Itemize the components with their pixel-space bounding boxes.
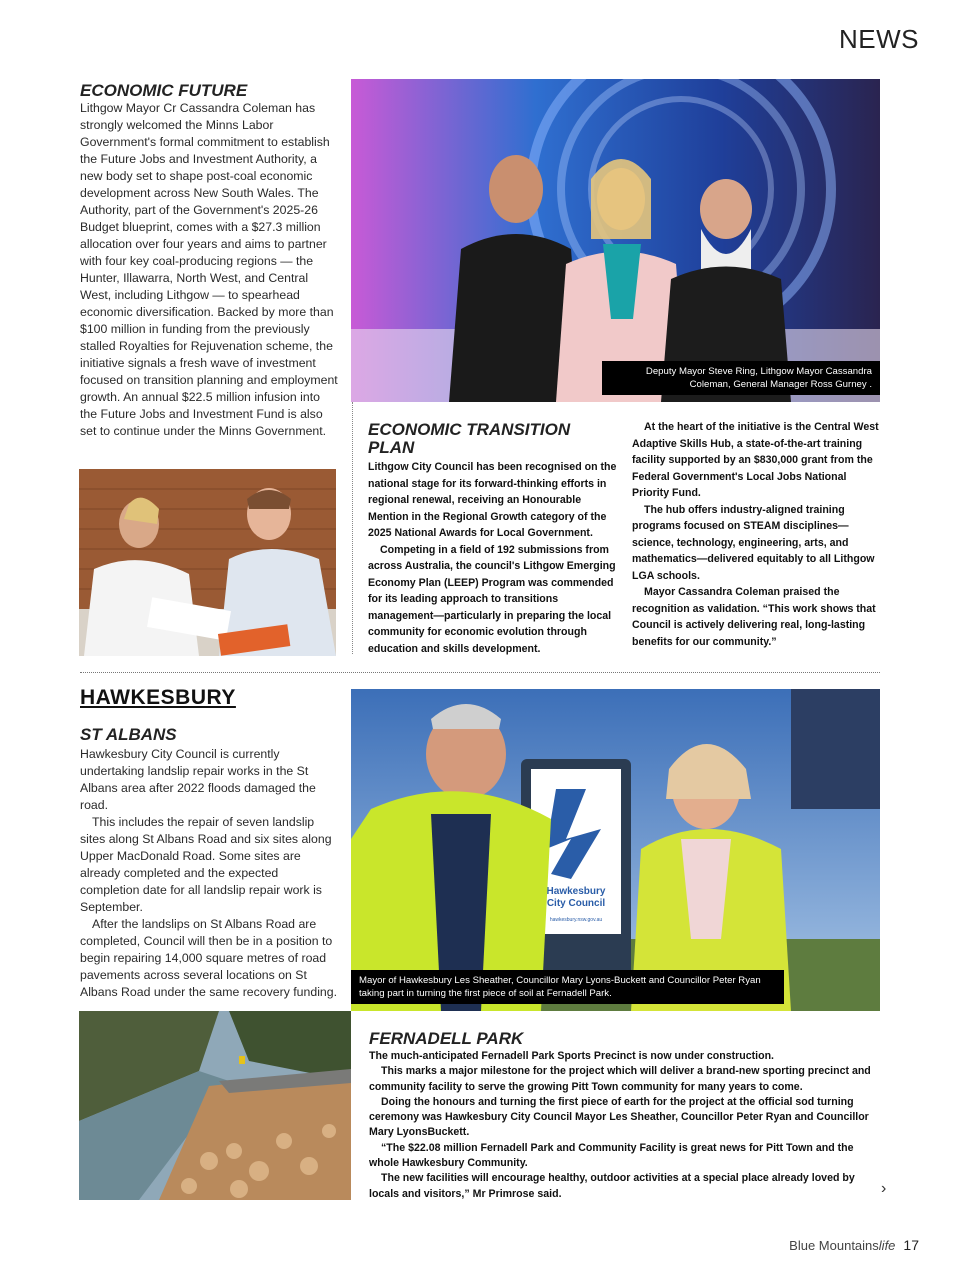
section-divider: [80, 672, 880, 673]
fernadell-park-article: [369, 1030, 880, 1202]
sign-line-1: Hawkesbury: [546, 886, 606, 897]
landslip-repair-illustration: [79, 1011, 351, 1200]
page-footer: [789, 1237, 919, 1253]
fernadell-p2: This marks a major milestone for the project which will deliver a brand-new sporting precinct and community facility to serve the growing Pitt Town community for many years to come.: [369, 1065, 871, 1093]
transition-plan-p4: The hub offers industry-aligned training programs focused on STEAM disciplines—science, technology, engineering, arts, and mathematics—delivered equitably to all Lithgow LGA schools.: [632, 503, 875, 582]
magazine-name-suffix: life: [878, 1238, 896, 1253]
lithgow-photo-caption: Deputy Mayor Steve Ring, Lithgow Mayor Cassandra Coleman, General Manager Ross Gurney .: [602, 361, 880, 395]
st-albans-p3: After the landslips on St Albans Road are completed, Council will then be in a position to begin repairing 14,000 square metres of road pavements across several locations on St Albans Road under the same recovery funding.: [80, 917, 338, 999]
transition-plan-p1: Lithgow City Council has been recognised on the national stage for its forward-thinking efforts in regional renewal, receiving an Honourable Mention in the Regional Growth category of the 2025 National Awards for Local Government.: [368, 461, 617, 539]
transition-plan-p5: Mayor Cassandra Coleman praised the recognition as validation. “This work shows that Council is actively delivering real, long-lasting benefits for our community.”: [632, 586, 876, 648]
sod-turning-caption: Mayor of Hawkesbury Les Sheather, Councillor Mary Lyons-Buckett and Councillor Peter Ryan taking part in turning the first piece of soil at Fernadell Park.: [351, 970, 784, 1004]
section-label: NEWS: [839, 24, 919, 54]
economic-future-body: Lithgow Mayor Cr Cassandra Coleman has strongly welcomed the Minns Labor Government's formal commitment to establish the Future Jobs and Investment Authority, a new body set to shape post-coal economic development across New South Wales. The Authority, part of the Government's 2025-26 Budget blueprint, comes with a $27.3 million allocation over four years and aims to partner with four key coal-producing regions — the Hunter, Illawarra, North West, and Central West, including Lithgow — to spearhead economic diversification. Backed by more than $100 million in funding from the previously stalled Royalties for Rejuvenation scheme, the initiative signals a fresh wave of investment focused on transition planning and employment growth. An annual $22.5 million infusion into the Future Jobs and Investment Fund is also set to continue under the Minns Government.: [80, 101, 338, 438]
council-meeting-photo: [79, 469, 336, 656]
st-albans-article: [80, 726, 338, 1001]
landslip-repair-photo: [79, 1011, 351, 1200]
lithgow-officials-photo: [351, 79, 880, 402]
transition-plan-heading: ECONOMIC TRANSITION PLAN: [368, 420, 571, 457]
page-number: 17: [903, 1237, 919, 1253]
transition-plan-p3: At the heart of the initiative is the Central West Adaptive Skills Hub, a state-of-the-art training facility supported by an $830,000 grant from the Federal Government's Local Jobs National Priority Fund.: [632, 421, 879, 499]
sign-url: hawkesbury.nsw.gov.au: [549, 917, 603, 923]
magazine-name: Blue Mountains: [789, 1238, 879, 1253]
fernadell-heading: FERNADELL PARK: [369, 1029, 524, 1048]
fernadell-p1: The much-anticipated Fernadell Park Sports Precinct is now under construction.: [369, 1050, 774, 1062]
economic-future-article: [80, 82, 338, 440]
st-albans-p1: Hawkesbury City Council is currently undertaking landslip repair works in the St Albans area after 2022 floods damaged the road.: [80, 747, 316, 812]
column-divider: [352, 402, 353, 654]
fernadell-p4: “The $22.08 million Fernadell Park and Community Facility is great news for Pitt Town and the whole Hawkesbury Community.: [369, 1141, 854, 1170]
sign-line-2: City Council: [546, 898, 606, 909]
chevron-right-icon[interactable]: ›: [881, 1180, 887, 1197]
fernadell-p3: Doing the honours and turning the first piece of earth for the project at the official sod turning ceremony was Hawkesbury City Council Mayor Les Sheather, Councillor Peter Ryan and Councillor Mary LyonsBuckett.: [369, 1095, 869, 1139]
st-albans-heading: ST ALBANS: [80, 725, 177, 744]
sod-turning-illustration: [351, 689, 880, 1011]
transition-plan-column-2: [632, 419, 880, 650]
transition-plan-p2: Competing in a field of 192 submissions from across Australia, the council's Lithgow Emerging Economy Plan (LEEP) Program was commended for its leading approach to transitions management—particularly in preparing the local community for economic evolution through education and skills development.: [368, 543, 616, 655]
lithgow-officials-illustration: [351, 79, 880, 402]
economic-future-heading: ECONOMIC FUTURE: [80, 81, 248, 100]
st-albans-p2: This includes the repair of seven landslip sites along St Albans Road and six sites along Upper MacDonald Road. Some sites are already completed and the expected completion date for all landslip repair work is September.: [80, 815, 332, 914]
sod-turning-photo: [351, 689, 880, 1011]
fernadell-p5: The new facilities will encourage healthy, outdoor activities at a special place already loved by locals and visitors,” Mr Primrose said.: [369, 1172, 855, 1200]
council-meeting-illustration: [79, 469, 336, 656]
transition-plan-column-1: [368, 421, 618, 657]
hawkesbury-title: HAWKESBURY: [80, 686, 236, 709]
